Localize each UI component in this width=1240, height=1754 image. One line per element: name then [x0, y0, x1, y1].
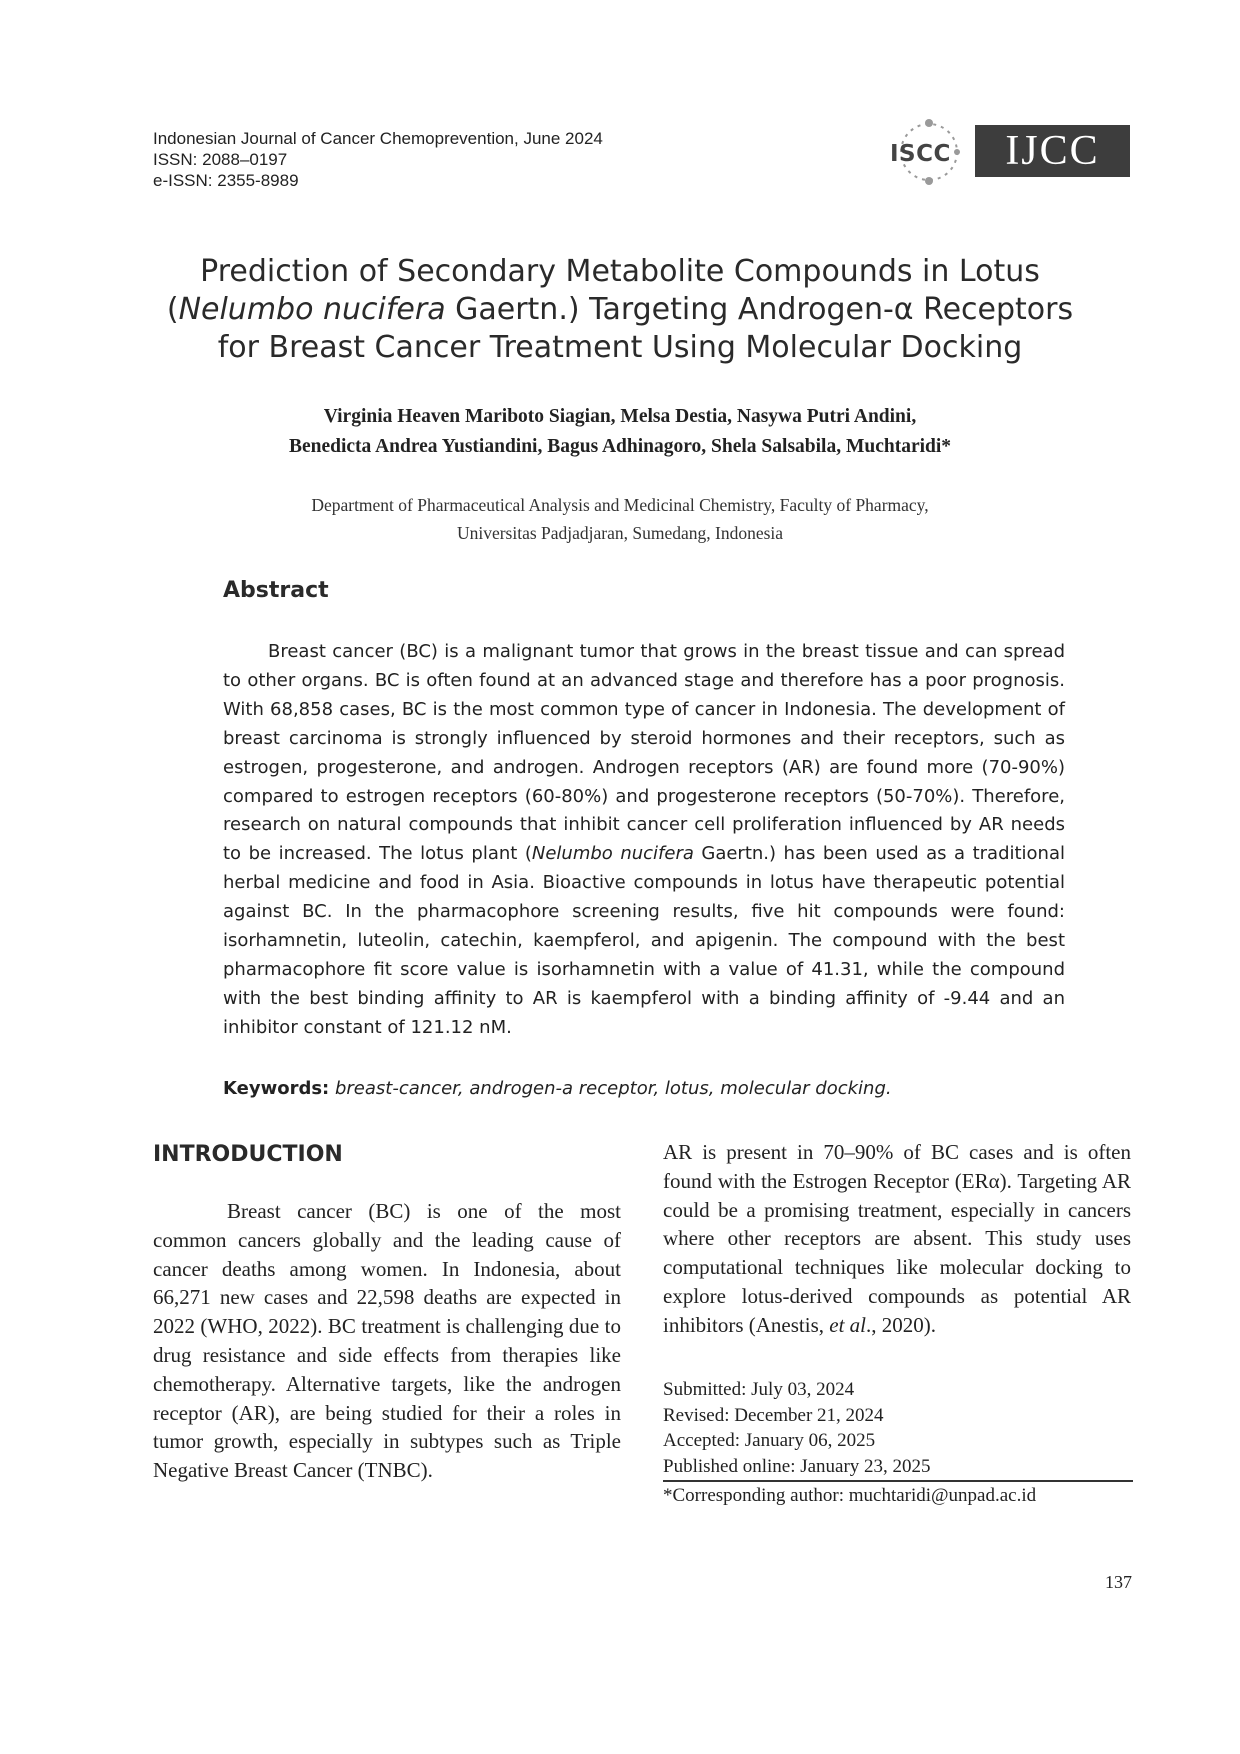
intro-col2-text-rest: ., 2020). — [866, 1312, 936, 1337]
title-text: Prediction of Secondary Metabolite Compounds in Lotus ( — [166, 254, 1040, 327]
journal-name: Indonesian Journal of Cancer Chemoprevention, June 2024 — [153, 129, 603, 148]
paper-title — [150, 253, 1090, 367]
keywords-values: breast-cancer, androgen-a receptor, lotus, molecular docking. — [334, 1078, 892, 1099]
intro-col2-text: AR is present in 70–90% of BC cases and is often found with the Estrogen Receptor (ERα). Targeting AR could be a promising treatment, especially in cancers where other receptors are absent. This study uses computational techniques like molecular docking to explore lotus-derived compounds as potential AR inhibitors (Anestis, — [663, 1140, 1131, 1337]
keywords-label: Keywords: — [223, 1078, 330, 1099]
keywords — [223, 1075, 1065, 1103]
affiliation — [150, 491, 1090, 547]
ijcc-logo-box — [975, 125, 1130, 177]
abstract-species: Nelumbo nucifera — [531, 843, 694, 865]
accepted-date: Accepted: January 06, 2025 — [663, 1430, 876, 1451]
abstract-body — [223, 638, 1065, 1043]
corresponding-divider — [663, 1480, 1133, 1482]
submitted-date: Submitted: July 03, 2024 — [663, 1379, 855, 1400]
abstract-heading: Abstract — [223, 578, 329, 603]
introduction-column-2 — [663, 1138, 1131, 1340]
page-number: 137 — [1105, 1572, 1132, 1592]
journal-logo — [885, 117, 1130, 187]
corresponding-author: *Corresponding author: muchtaridi@unpad.ac.id — [663, 1485, 1037, 1506]
title-text-rest: Gaertn.) Targeting Androgen-α Receptors for Breast Cancer Treatment Using Molecular Docking — [217, 292, 1074, 365]
iscc-logo-text: ISCC — [890, 141, 951, 167]
revised-date: Revised: December 21, 2024 — [663, 1404, 884, 1426]
introduction-column-1: Breast cancer (BC) is one of the most common cancers globally and the leading cause of cancer deaths among women. In Indonesia, about 66,271 new cases and 22,598 deaths are expected in 2022 (WHO, 2022). BC treatment is challenging due to drug resistance and side effects from therapies like chemotherapy. Alternative targets, like the androgen receptor (AR), are being studied for their a roles in tumor growth, especially in subtypes such as Triple Negative Breast Cancer (TNBC). — [153, 1199, 621, 1483]
authors-line-1: Virginia Heaven Mariboto Siagian, Melsa Destia, Nasywa Putri Andini, — [323, 406, 917, 427]
published-date: Published online: January 23, 2025 — [663, 1455, 931, 1477]
affiliation-line-2: Universitas Padjadjaran, Sumedang, Indonesia — [456, 523, 784, 543]
journal-header — [153, 128, 603, 191]
intro-col2-etal: et al — [829, 1312, 866, 1337]
issn: ISSN: 2088–0197 — [153, 150, 288, 169]
ijcc-logo-text: IJCC — [1005, 128, 1100, 174]
author-list — [150, 402, 1090, 462]
introduction-heading: INTRODUCTION — [153, 1142, 343, 1167]
authors-line-2: Benedicta Andrea Yustiandini, Bagus Adhinagoro, Shela Salsabila, Muchtaridi* — [288, 436, 952, 457]
title-species: Nelumbo nucifera — [178, 292, 446, 327]
affiliation-line-1: Department of Pharmaceutical Analysis and Medicinal Chemistry, Faculty of Pharmacy, — [311, 495, 929, 515]
abstract-text-rest: Gaertn.) has been used as a traditional herbal medicine and food in Asia. Bioactive compounds in lotus have therapeutic potential against BC. In the pharmacophore screening results, five hit compounds were found: isorhamnetin, luteolin, catechin, kaempferol, and apigenin. The compound with the best pharmacophore fit score value is isorhamnetin with a value of 41.31, while the compound with the best binding affinity to AR is kaempferol with a binding affinity of -9.44 and an inhibitor constant of 121.12 nM. — [223, 843, 1066, 1038]
abstract-text-part: Breast cancer (BC) is a malignant tumor that grows in the breast tissue and can spread to other organs. BC is often found at an advanced stage and therefore has a poor prognosis. With 68,858 cases, BC is the most common type of cancer in Indonesia. The development of breast carcinoma is strongly influenced by steroid hormones and their receptors, such as estrogen, progesterone, and androgen. Androgen receptors (AR) are found more (70-90%) compared to estrogen receptors (60-80%) and progesterone receptors (50-70%). Therefore, research on natural compounds that inhibit cancer cell proliferation influenced by AR needs to be increased. The lotus plant ( — [223, 641, 1065, 865]
submission-dates — [663, 1377, 1131, 1479]
eissn: e-ISSN: 2355-8989 — [153, 171, 299, 190]
